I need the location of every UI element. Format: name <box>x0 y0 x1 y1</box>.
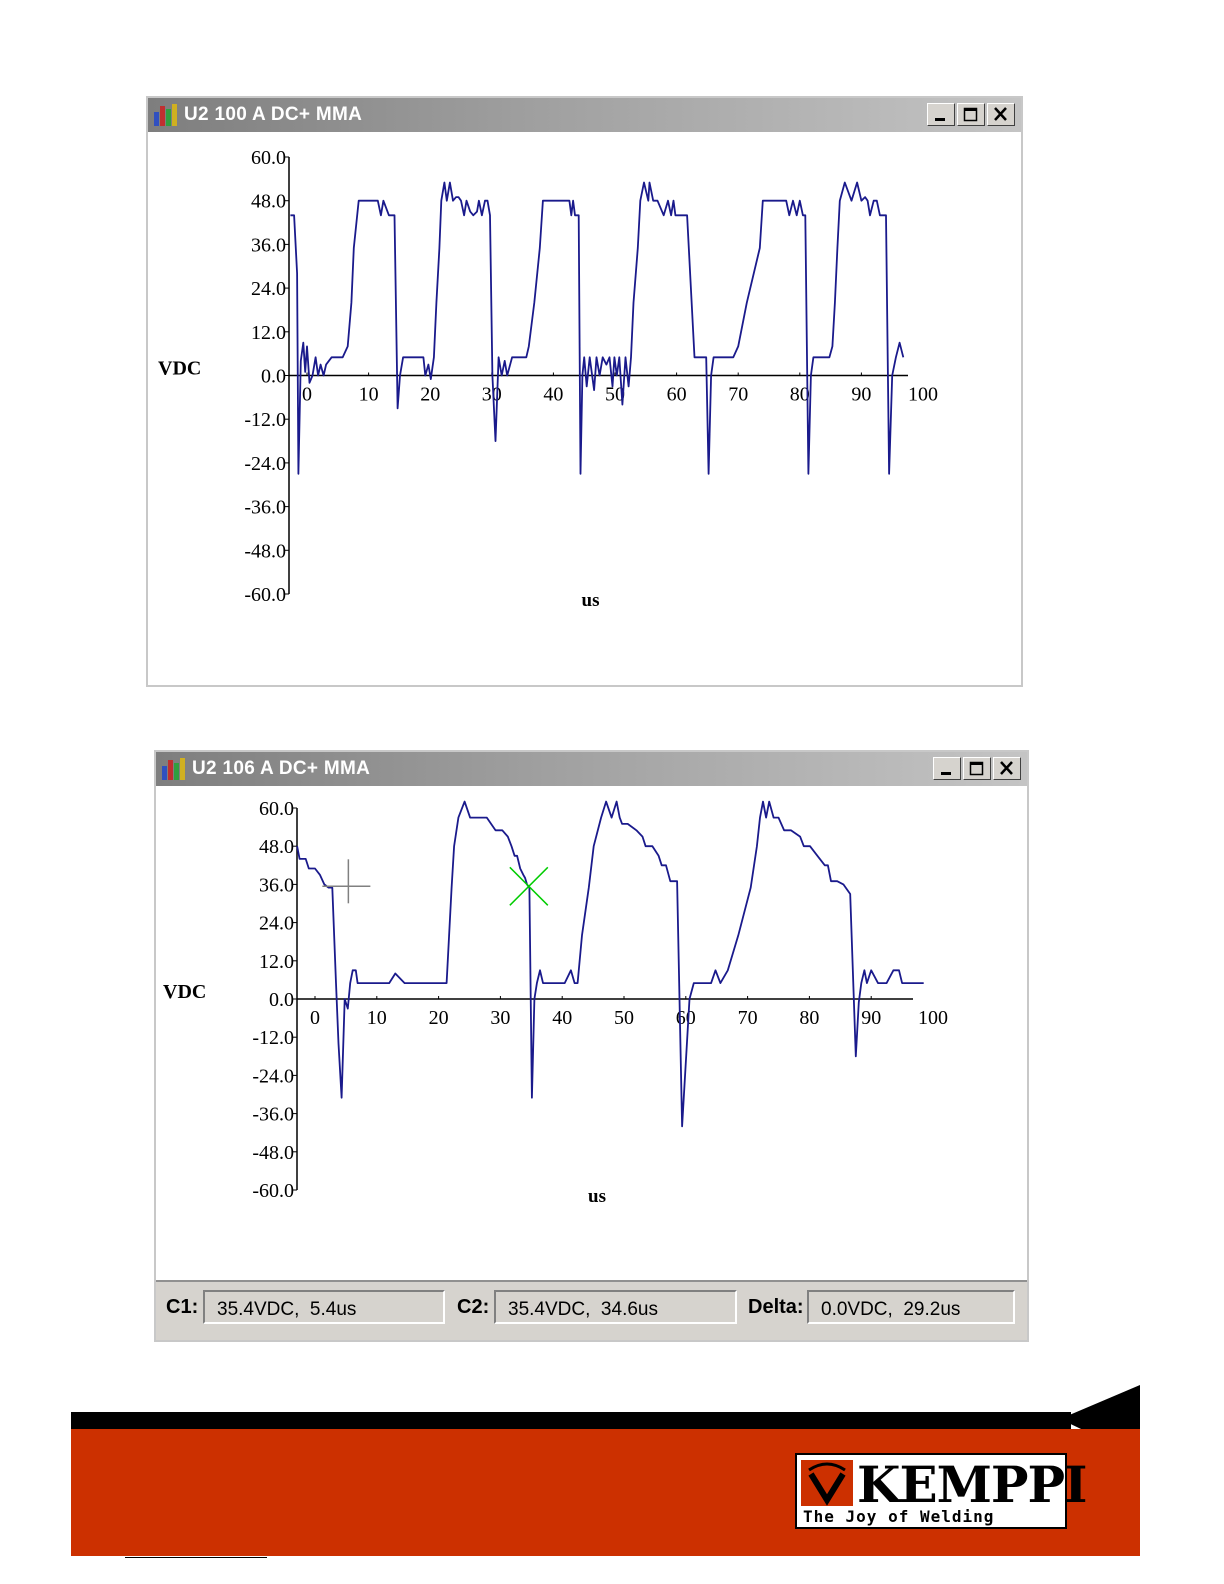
x-tick-label: 80 <box>789 383 810 406</box>
minimize-icon <box>934 758 960 779</box>
close-icon <box>988 104 1014 125</box>
x-tick-label: 10 <box>366 1007 387 1029</box>
x-tick-label: 70 <box>737 1007 758 1029</box>
brand-tagline: The Joy of Welding <box>803 1507 995 1526</box>
x-tick-label: 60 <box>675 1007 696 1029</box>
minimize-button[interactable] <box>933 757 961 780</box>
delta-readout: 0.0VDC, 29.2us <box>807 1290 1015 1324</box>
y-axis-title: VDC <box>163 981 207 1003</box>
y-tick-label: 60.0 <box>259 798 294 820</box>
maximize-button[interactable] <box>963 757 991 780</box>
y-tick-label: 36.0 <box>251 234 286 257</box>
voltage-chart-2 <box>156 786 1027 1282</box>
x-tick-label: 20 <box>428 1007 449 1029</box>
x-tick-label: 40 <box>543 383 564 406</box>
minimize-button[interactable] <box>927 103 955 126</box>
x-tick-label: 100 <box>908 383 938 406</box>
y-tick-label: 0.0 <box>261 365 286 388</box>
y-tick-label: 48.0 <box>251 190 286 213</box>
x-tick-label: 10 <box>358 383 379 406</box>
kemppi-logo <box>795 1453 1087 1529</box>
x-tick-label: 90 <box>851 383 872 406</box>
y-axis-title: VDC <box>158 357 202 380</box>
app-icon[interactable] <box>154 104 180 126</box>
oscilloscope-window-1 <box>146 96 1023 687</box>
y-tick-label: 24.0 <box>251 278 286 301</box>
x-tick-label: 30 <box>490 1007 511 1029</box>
maximize-icon <box>958 104 984 125</box>
c2-readout: 35.4VDC, 34.6us <box>494 1290 737 1324</box>
x-tick-label: 70 <box>728 383 749 406</box>
y-tick-label: 12.0 <box>251 321 286 344</box>
cursor-marker-c1[interactable] <box>322 859 370 903</box>
y-tick-label: 12.0 <box>259 950 294 973</box>
maximize-button[interactable] <box>957 103 985 126</box>
voltage-series-line <box>297 802 924 1127</box>
maximize-icon <box>964 758 990 779</box>
kemppi-emblem-icon <box>801 1460 853 1506</box>
y-tick-label: 0.0 <box>269 989 294 1011</box>
window-title: U2 106 A DC+ MMA <box>192 758 371 779</box>
y-tick-label: -24.0 <box>244 452 286 475</box>
x-tick-label: 80 <box>799 1007 820 1029</box>
close-button[interactable] <box>993 757 1021 780</box>
y-tick-label: -12.0 <box>252 1027 294 1050</box>
app-icon[interactable] <box>162 758 188 780</box>
x-tick-label: 60 <box>666 383 687 406</box>
voltage-chart-1 <box>148 132 1021 685</box>
brand-name: KEMPPI <box>857 1455 1087 1514</box>
y-tick-label: -48.0 <box>244 540 286 563</box>
window-title: U2 100 A DC+ MMA <box>184 104 363 125</box>
x-tick-label: 0 <box>310 1007 320 1029</box>
y-tick-label: 36.0 <box>259 874 294 897</box>
x-axis-title: us <box>588 1186 606 1207</box>
y-tick-label: -36.0 <box>244 496 286 519</box>
oscilloscope-window-2 <box>154 750 1029 1342</box>
x-tick-label: 0 <box>302 383 312 406</box>
y-tick-label: -24.0 <box>252 1065 294 1088</box>
y-tick-label: -60.0 <box>244 584 286 606</box>
x-tick-label: 40 <box>552 1007 573 1029</box>
y-tick-label: 48.0 <box>259 836 294 859</box>
cursor-statusbar <box>156 1280 1027 1340</box>
x-tick-label: 50 <box>614 1007 634 1029</box>
x-tick-label: 100 <box>918 1007 948 1029</box>
c1-readout: 35.4VDC, 5.4us <box>203 1290 445 1324</box>
y-tick-label: 24.0 <box>259 912 294 935</box>
y-tick-label: 60.0 <box>251 147 286 169</box>
x-tick-label: 50 <box>605 383 625 406</box>
minimize-icon <box>928 104 954 125</box>
footer-stripe <box>71 1412 1071 1429</box>
y-tick-label: -60.0 <box>252 1180 294 1202</box>
x-tick-label: 30 <box>481 383 502 406</box>
window-titlebar[interactable] <box>156 752 1027 786</box>
c2-label: C2: <box>457 1296 490 1318</box>
y-tick-label: -36.0 <box>252 1103 294 1126</box>
x-axis-title: us <box>581 590 600 611</box>
close-icon <box>994 758 1020 779</box>
footer-underline <box>125 1557 267 1558</box>
x-tick-label: 90 <box>861 1007 882 1029</box>
window-titlebar[interactable] <box>148 98 1021 132</box>
voltage-series-line <box>290 183 903 474</box>
y-tick-label: -48.0 <box>252 1141 294 1164</box>
x-tick-label: 20 <box>420 383 441 406</box>
close-button[interactable] <box>987 103 1015 126</box>
c1-label: C1: <box>166 1296 199 1318</box>
delta-label: Delta: <box>748 1296 804 1318</box>
y-tick-label: -12.0 <box>244 409 286 432</box>
